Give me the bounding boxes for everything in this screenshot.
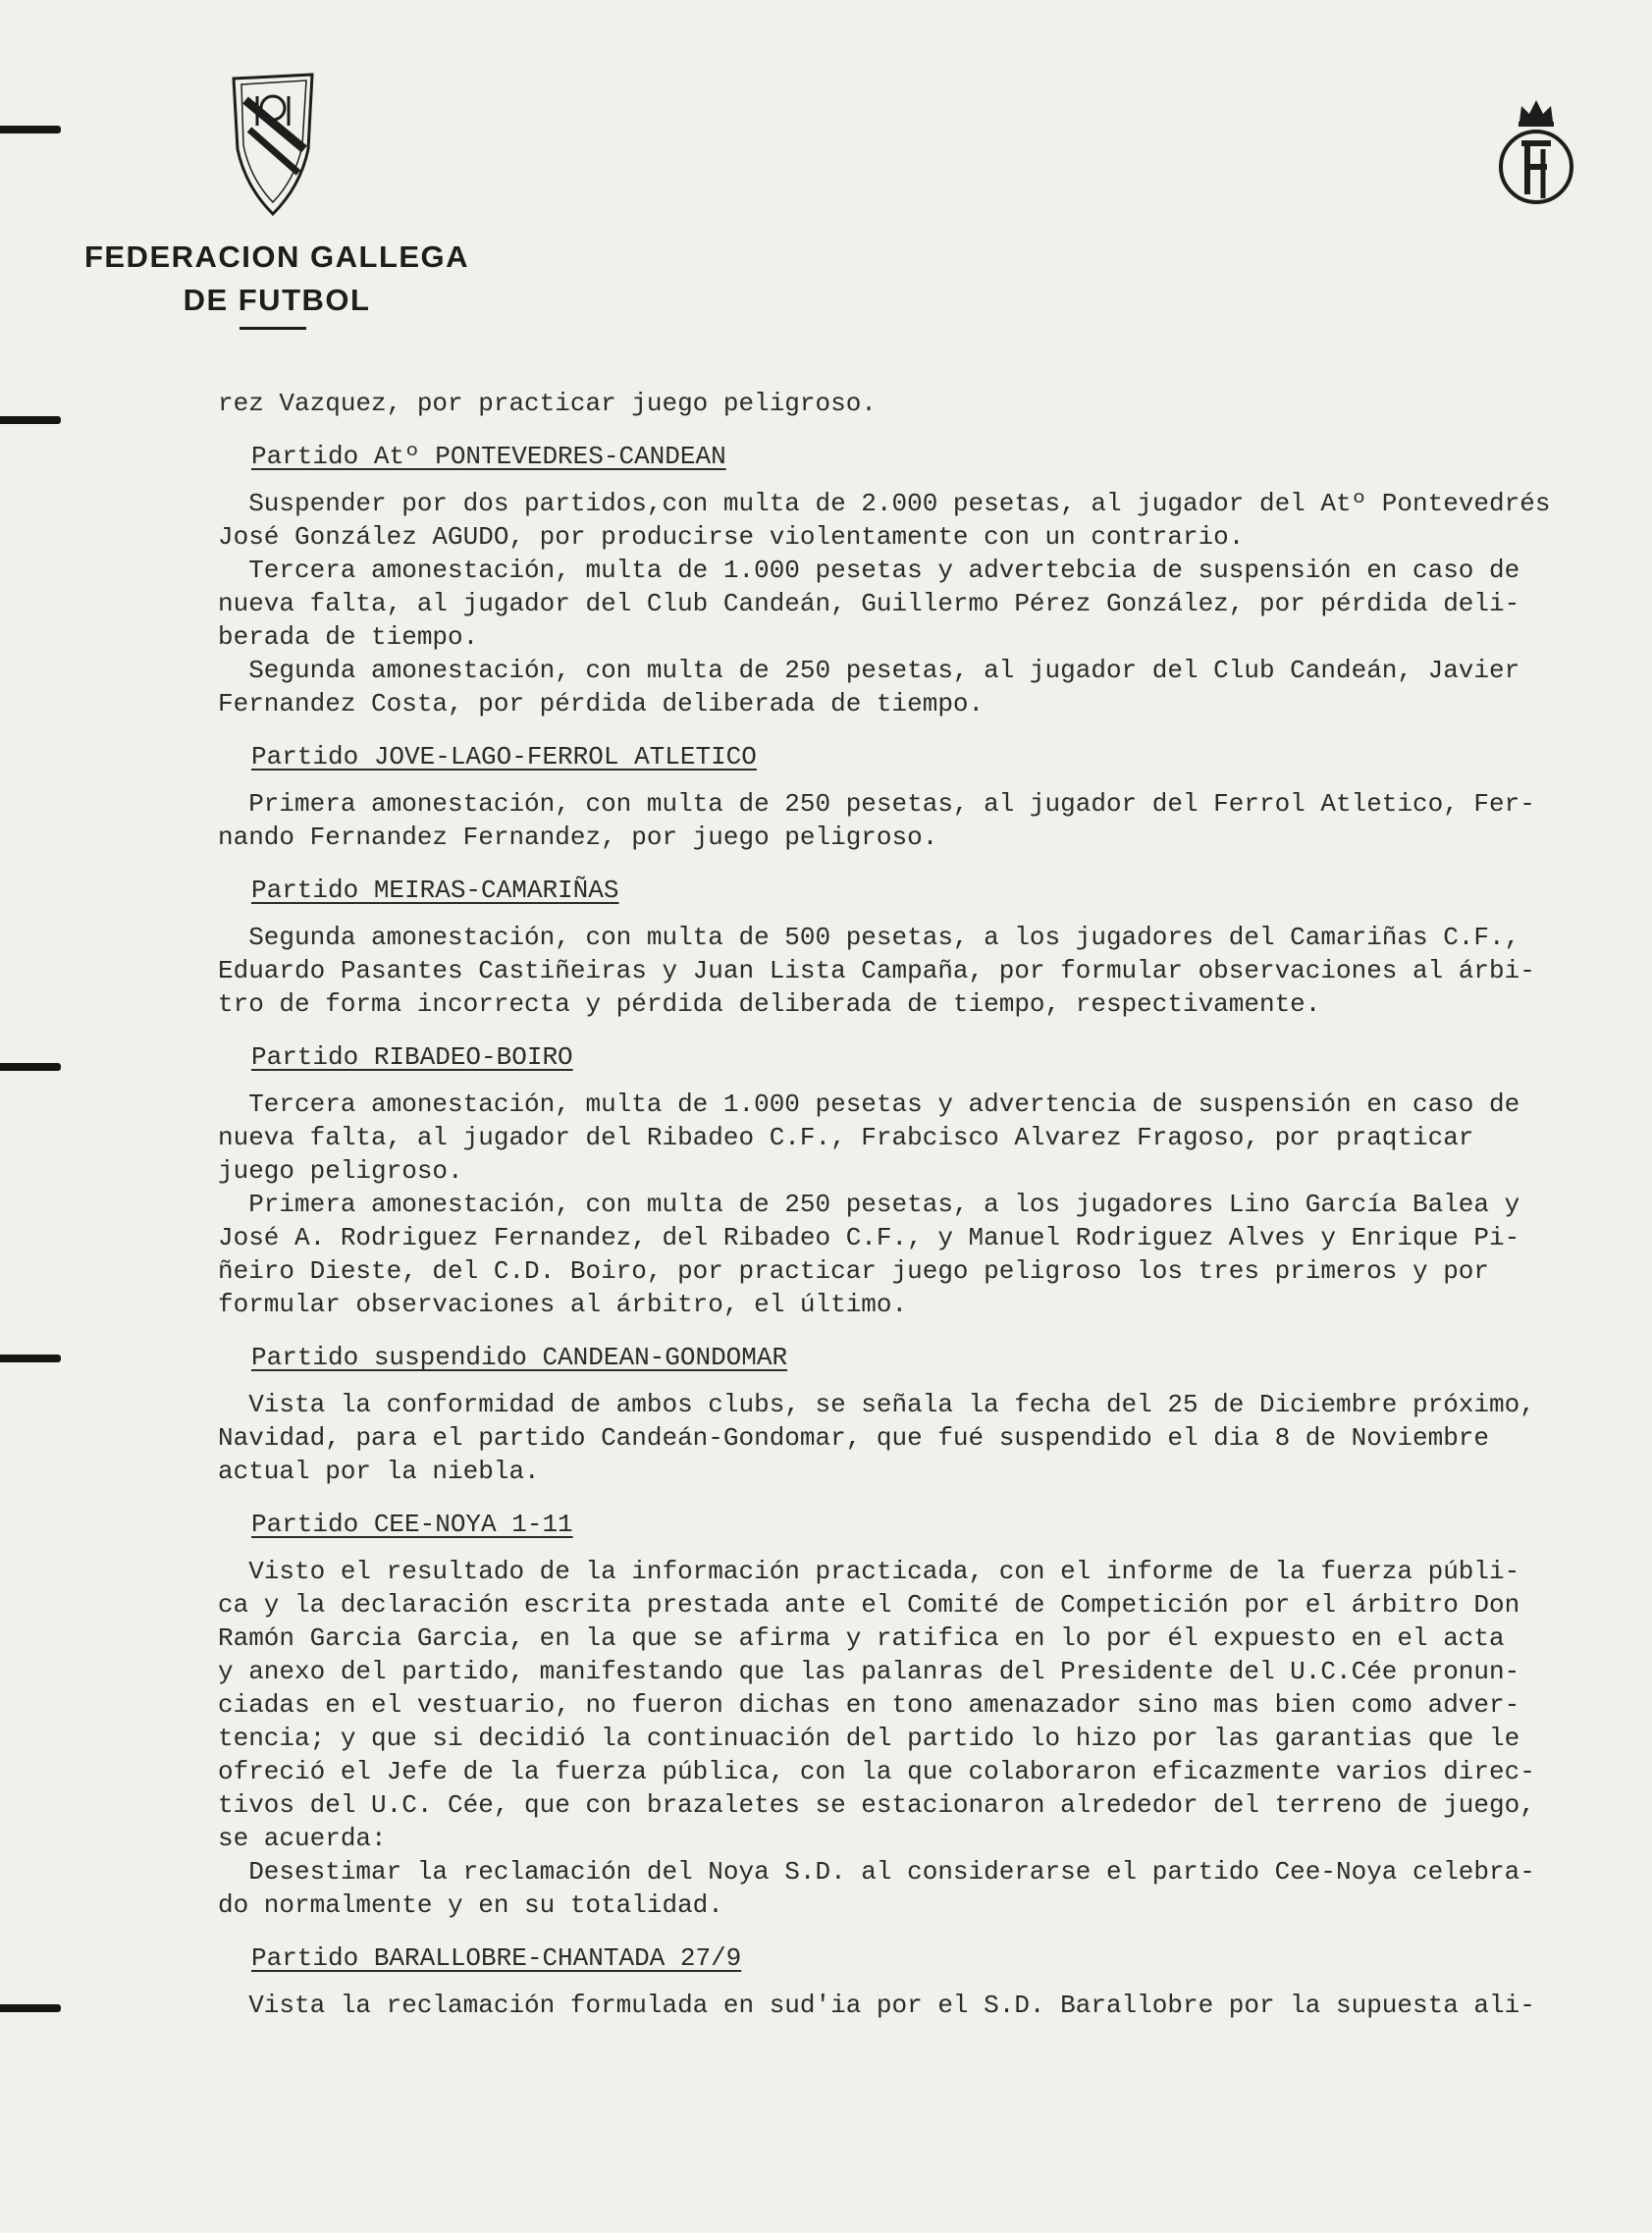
text-line: Ramón Garcia Garcia, en la que se afirma y ratifica en lo por él expuesto en el acta bbox=[218, 1623, 1505, 1653]
intro-line: rez Vazquez, por practicar juego peligroso. bbox=[218, 389, 877, 418]
binder-mark bbox=[0, 2004, 61, 2012]
org-line-1: FEDERACION GALLEGA bbox=[83, 239, 470, 274]
section bbox=[218, 740, 1631, 854]
section-heading: Partido CEE-NOYA 1-11 bbox=[251, 1510, 573, 1539]
text-line: Vista la reclamación formulada en sud'ia por el S.D. Barallobre por la supuesta ali- bbox=[218, 1991, 1535, 2020]
org-line-2: DE FUTBOL bbox=[183, 283, 371, 317]
section-heading: Partido Atº PONTEVEDRES-CANDEAN bbox=[251, 442, 726, 471]
section bbox=[218, 440, 1631, 720]
text-line: tro de forma incorrecta y pérdida deliberada de tiempo, respectivamente. bbox=[218, 989, 1321, 1019]
text-line: José González AGUDO, por producirse violentamente con un contrario. bbox=[218, 522, 1245, 552]
section bbox=[218, 874, 1631, 1021]
text-line: Vista la conformidad de ambos clubs, se señala la fecha del 25 de Diciembre próximo, bbox=[218, 1390, 1535, 1419]
section-heading: Partido BARALLOBRE-CHANTADA 27/9 bbox=[251, 1943, 742, 1973]
text-line: formular observaciones al árbitro, el último. bbox=[218, 1290, 908, 1319]
text-line: Visto el resultado de la información practicada, con el informe de la fuerza públi- bbox=[218, 1557, 1520, 1586]
document-body bbox=[218, 387, 1631, 2022]
text-line: Primera amonestación, con multa de 250 pesetas, al jugador del Ferrol Atletico, Fer- bbox=[218, 789, 1535, 819]
text-line: se acuerda: bbox=[218, 1824, 387, 1853]
text-line: nueva falta, al jugador del Ribadeo C.F., Frabcisco Alvarez Fragoso, por praqticar bbox=[218, 1123, 1474, 1152]
binder-mark bbox=[0, 1355, 61, 1362]
text-line: y anexo del partido, manifestando que las palanras del Presidente del U.C.Cée pronun- bbox=[218, 1657, 1520, 1686]
text-line: actual por la niebla. bbox=[218, 1457, 540, 1486]
text-line: ofreció el Jefe de la fuerza pública, con la que colaboraron eficazmente varios direc- bbox=[218, 1757, 1535, 1786]
binder-mark bbox=[0, 1063, 61, 1071]
text-line: Primera amonestación, con multa de 250 pesetas, a los jugadores Lino García Balea y bbox=[218, 1190, 1520, 1219]
text-line: tivos del U.C. Cée, que con brazaletes se estacionaron alrededor del terreno de juego, bbox=[218, 1790, 1535, 1820]
section-heading: Partido suspendido CANDEAN-GONDOMAR bbox=[251, 1343, 788, 1372]
text-line: José A. Rodriguez Fernandez, del Ribadeo C.F., y Manuel Rodriguez Alves y Enrique Pi- bbox=[218, 1223, 1520, 1252]
section bbox=[218, 1941, 1631, 2022]
text-line: Segunda amonestación, con multa de 250 pesetas, al jugador del Club Candeán, Javier bbox=[218, 656, 1520, 685]
text-line: tencia; y que si decidió la continuación del partido lo hizo por las garantias que le bbox=[218, 1724, 1520, 1753]
text-line: Navidad, para el partido Candeán-Gondomar, que fué suspendido el dia 8 de Noviembre bbox=[218, 1423, 1490, 1453]
organization-name bbox=[80, 236, 473, 322]
text-line: Desestimar la reclamación del Noya S.D. al considerarse el partido Cee-Noya celebra- bbox=[218, 1857, 1535, 1887]
text-line: ñeiro Dieste, del C.D. Boiro, por practicar juego peligroso los tres primeros y por bbox=[218, 1256, 1490, 1286]
text-line: Segunda amonestación, con multa de 500 pesetas, a los jugadores del Camariñas C.F., bbox=[218, 923, 1520, 952]
text-line: juego peligroso. bbox=[218, 1156, 463, 1186]
text-line: Tercera amonestación, multa de 1.000 pesetas y advertencia de suspensión en caso de bbox=[218, 1090, 1520, 1119]
text-line: do normalmente y en su totalidad. bbox=[218, 1890, 723, 1920]
text-line: Fernandez Costa, por pérdida deliberada de tiempo. bbox=[218, 689, 985, 718]
org-divider bbox=[240, 327, 306, 330]
text-line: nando Fernandez Fernandez, por juego peligroso. bbox=[218, 823, 938, 852]
section bbox=[218, 1341, 1631, 1488]
text-line: Suspender por dos partidos,con multa de 2.000 pesetas, al jugador del Atº Pontevedrés bbox=[218, 489, 1551, 518]
section bbox=[218, 1040, 1631, 1321]
section bbox=[218, 1508, 1631, 1922]
section-heading: Partido MEIRAS-CAMARIÑAS bbox=[251, 876, 619, 905]
federation-shield-icon bbox=[228, 71, 318, 218]
section-heading: Partido JOVE-LAGO-FERROL ATLETICO bbox=[251, 742, 757, 771]
text-line: ca y la declaración escrita prestada ante el Comité de Competición por el árbitro Don bbox=[218, 1590, 1520, 1620]
text-line: berada de tiempo. bbox=[218, 622, 479, 652]
text-line: ciadas en el vestuario, no fueron dichas en tono amenazador sino mas bien como adver- bbox=[218, 1690, 1520, 1720]
text-line: Eduardo Pasantes Castiñeiras y Juan Lista Campaña, por formular observaciones al árbi- bbox=[218, 956, 1535, 985]
binder-mark bbox=[0, 126, 61, 133]
text-line: Tercera amonestación, multa de 1.000 pesetas y advertebcia de suspensión en caso de bbox=[218, 556, 1520, 585]
spanish-federation-emblem-icon bbox=[1492, 92, 1580, 210]
section-heading: Partido RIBADEO-BOIRO bbox=[251, 1042, 573, 1072]
binder-mark bbox=[0, 416, 61, 424]
text-line: nueva falta, al jugador del Club Candeán, Guillermo Pérez González, por pérdida deli- bbox=[218, 589, 1520, 618]
